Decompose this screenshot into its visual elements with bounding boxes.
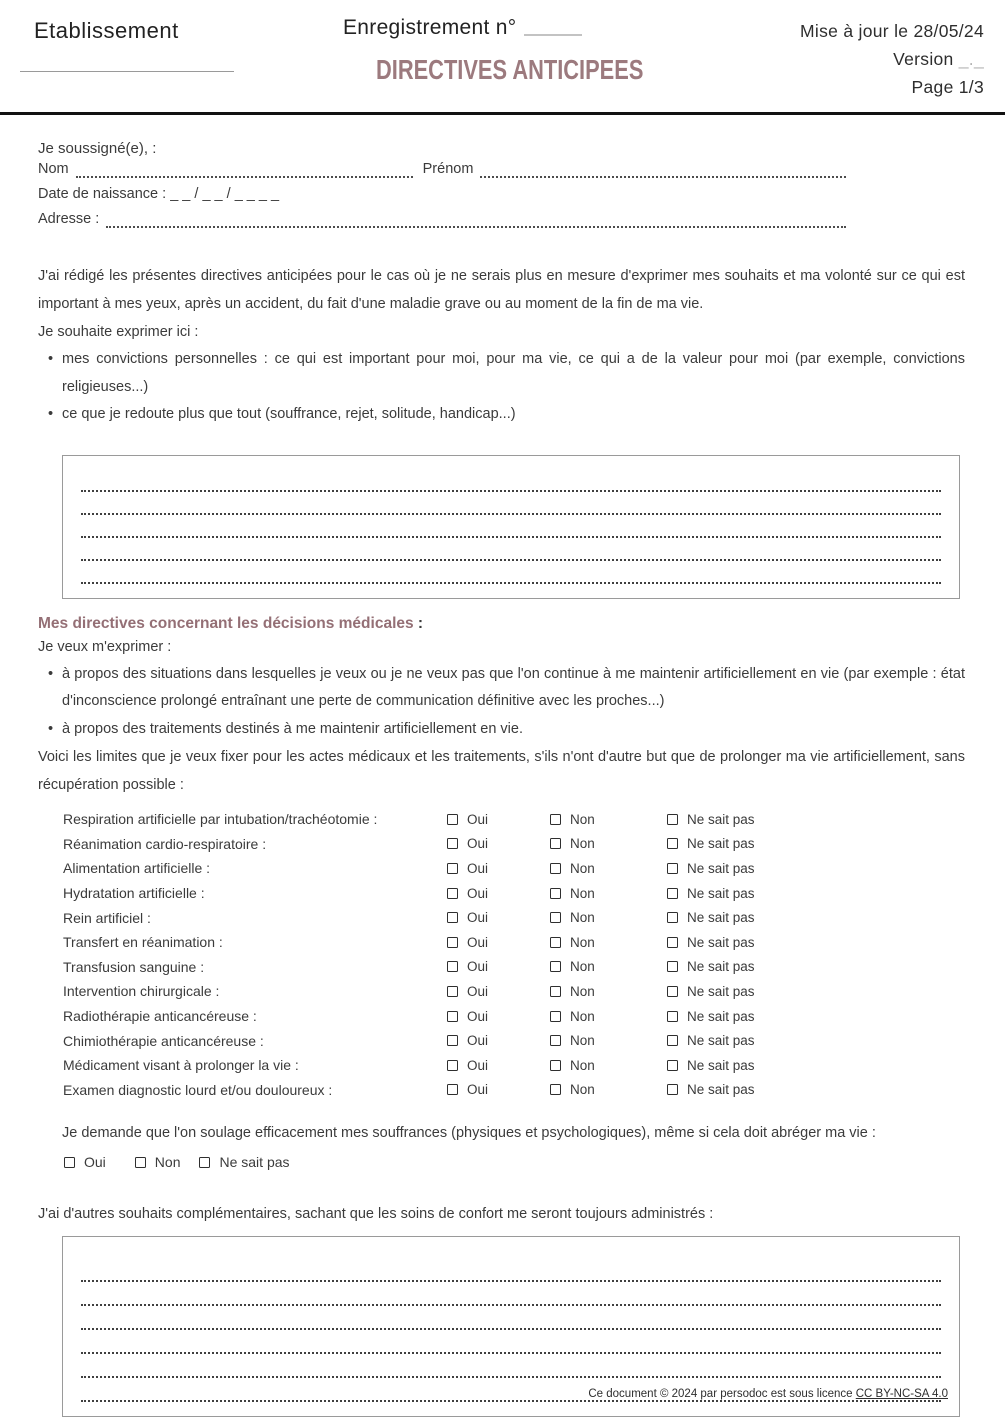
express-line-2: Je veux m'exprimer : [38, 638, 172, 655]
option-non [135, 1154, 181, 1170]
option-non [550, 959, 667, 974]
writing-line [81, 1306, 941, 1330]
option-ne-sait-pas [667, 910, 965, 925]
option-non [550, 861, 667, 876]
registration-label: Enregistrement n° [343, 16, 517, 39]
treatment-row [63, 930, 965, 955]
registration-blank-line[interactable] [524, 34, 582, 36]
treatment-label: Radiothérapie anticancéreuse : [63, 1008, 257, 1025]
option-ne-sait-pas [199, 1154, 289, 1170]
treatment-label: Hydratation artificielle : [63, 885, 205, 902]
treatment-label: Transfert en réanimation : [63, 934, 223, 951]
option-label: Non [570, 811, 595, 827]
writing-line [81, 469, 941, 492]
firstname-input-line[interactable] [480, 176, 846, 178]
checkbox-oui[interactable] [447, 1011, 458, 1022]
checkbox-ne-sait-pas[interactable] [667, 838, 678, 849]
list-item: • ce que je redoute plus que tout (souffrance, rejet, solitude, handicap...) [62, 401, 965, 429]
convictions-writing-area[interactable] [62, 455, 960, 599]
writing-line [81, 1258, 941, 1282]
limits-paragraph: Voici les limites que je veux fixer pour les actes médicaux et les traitements, s'ils n'ont d'autre but que de prolonger ma vie artificiellement, sans récupération possible : [38, 749, 965, 793]
registration-row [343, 16, 643, 40]
address-input-line[interactable] [106, 226, 846, 228]
option-label: Ne sait pas [687, 836, 755, 852]
option-label: Oui [467, 811, 489, 827]
establishment-block [34, 18, 234, 72]
writing-line [81, 1354, 941, 1378]
option-oui [447, 1058, 550, 1073]
option-ne-sait-pas [667, 935, 965, 950]
checkbox-non[interactable] [550, 1084, 561, 1095]
option-label: Oui [467, 934, 489, 950]
writing-line [81, 1330, 941, 1354]
treatment-label: Respiration artificielle par intubation/trachéotomie : [63, 811, 378, 828]
option-label: Non [570, 885, 595, 901]
option-label: Ne sait pas [687, 934, 755, 950]
checkbox-non[interactable] [550, 1011, 561, 1022]
version-value[interactable]: _._ [958, 49, 984, 69]
option-label: Ne sait pas [687, 1082, 755, 1098]
treatment-label: Médicament visant à prolonger la vie : [63, 1057, 299, 1074]
option-label: Oui [84, 1154, 106, 1171]
option-label: Ne sait pas [687, 811, 755, 827]
option-ne-sait-pas [667, 1009, 965, 1024]
option-label: Ne sait pas [687, 860, 755, 876]
option-label: Oui [467, 1008, 489, 1024]
treatment-row [63, 979, 965, 1004]
address-row [38, 207, 848, 232]
medical-directives-heading: Mes directives concernant les décisions médicales : [38, 614, 424, 632]
address-label: Adresse : [38, 211, 100, 227]
checkbox-non[interactable] [550, 814, 561, 825]
option-label: Ne sait pas [687, 1033, 755, 1049]
option-label: Non [570, 1082, 595, 1098]
treatment-label: Alimentation artificielle : [63, 860, 211, 877]
option-label: Oui [467, 1082, 489, 1098]
option-ne-sait-pas [667, 861, 965, 876]
option-label: Oui [467, 860, 489, 876]
name-label: Nom [38, 161, 69, 177]
writing-line [81, 538, 941, 561]
checkbox-ne-sait-pas[interactable] [199, 1157, 210, 1168]
option-ne-sait-pas [667, 1058, 965, 1073]
treatment-row [63, 1078, 965, 1103]
checkbox-non[interactable] [550, 888, 561, 899]
checkbox-oui[interactable] [64, 1157, 75, 1168]
page-header [0, 0, 1005, 112]
checkbox-ne-sait-pas[interactable] [667, 1035, 678, 1046]
option-oui [447, 1009, 550, 1024]
checkbox-non[interactable] [550, 937, 561, 948]
option-label: Oui [467, 1057, 489, 1073]
intro-paragraph: J'ai rédigé les présentes directives anticipées pour le cas où je ne serais plus en mesure d'exprimer mes souhaits et ma volonté sur ce qui est important à mes yeux, après un accident, du fait d'une maladie grave ou au moment de la fin de ma vie. [38, 268, 965, 312]
express-line: Je souhaite exprimer ici : [38, 324, 199, 340]
checkbox-oui[interactable] [447, 1060, 458, 1071]
checkbox-ne-sait-pas[interactable] [667, 986, 678, 997]
page-number: Page 1/3 [911, 77, 984, 97]
option-label: Non [570, 1057, 595, 1073]
option-oui [447, 836, 550, 851]
option-non [550, 935, 667, 950]
treatment-label: Chimiothérapie anticancéreuse : [63, 1032, 264, 1049]
checkbox-oui[interactable] [447, 888, 458, 899]
option-ne-sait-pas [667, 1033, 965, 1048]
option-oui [447, 861, 550, 876]
checkbox-non[interactable] [550, 838, 561, 849]
option-non [550, 1033, 667, 1048]
treatment-row [63, 1028, 965, 1053]
checkbox-oui[interactable] [447, 1035, 458, 1046]
writing-line [81, 1282, 941, 1306]
option-label: Non [570, 836, 595, 852]
checkbox-oui[interactable] [447, 937, 458, 948]
option-label: Oui [467, 959, 489, 975]
license-footer [588, 1388, 948, 1400]
checkbox-ne-sait-pas[interactable] [667, 1060, 678, 1071]
treatment-row [63, 955, 965, 980]
option-non [550, 886, 667, 901]
treatment-label: Intervention chirurgicale : [63, 983, 220, 1000]
treatment-row [63, 856, 965, 881]
name-input-line[interactable] [76, 176, 413, 178]
option-label: Non [570, 934, 595, 950]
option-label: Ne sait pas [687, 1057, 755, 1073]
option-label: Ne sait pas [219, 1154, 290, 1171]
checkbox-ne-sait-pas[interactable] [667, 814, 678, 825]
option-ne-sait-pas [667, 812, 965, 827]
option-ne-sait-pas [667, 1082, 965, 1097]
option-ne-sait-pas [667, 959, 965, 974]
checkbox-oui[interactable] [447, 814, 458, 825]
treatment-label: Examen diagnostic lourd et/ou douloureux : [63, 1081, 333, 1098]
treatment-row [63, 1053, 965, 1078]
option-label: Non [570, 983, 595, 999]
list-item: • à propos des situations dans lesquelles je veux ou je ne veux pas que l'on continue à me maintenir artificiellement en vie (par exemple : état d'inconscience prolongé entraînant une perte de communication définitive avec les proches...) [62, 661, 965, 716]
checkbox-non[interactable] [550, 1060, 561, 1071]
checkbox-oui[interactable] [447, 838, 458, 849]
checkbox-non[interactable] [135, 1157, 146, 1168]
writing-line [81, 515, 941, 538]
option-oui [447, 959, 550, 974]
checkbox-non[interactable] [550, 986, 561, 997]
option-label: Oui [467, 836, 489, 852]
checkbox-non[interactable] [550, 1035, 561, 1046]
option-label: Oui [467, 983, 489, 999]
treatments-table [63, 807, 965, 1102]
option-ne-sait-pas [667, 886, 965, 901]
convictions-list [38, 346, 965, 429]
treatment-row [63, 905, 965, 930]
checkbox-oui[interactable] [447, 986, 458, 997]
option-non [550, 1009, 667, 1024]
treatment-label: Réanimation cardio-respiratoire : [63, 835, 267, 852]
version-label: Version [893, 49, 954, 69]
option-oui [64, 1154, 106, 1170]
option-label: Oui [467, 1033, 489, 1049]
checkbox-non[interactable] [550, 863, 561, 874]
option-label: Oui [467, 910, 489, 926]
option-label: Non [570, 959, 595, 975]
option-label: Non [154, 1154, 181, 1171]
option-non [550, 984, 667, 999]
option-label: Non [570, 860, 595, 876]
list-item: • mes convictions personnelles : ce qui est important pour moi, pour ma vie, ce qui a de la valeur pour moi (par exemple, convictions religieuses...) [62, 346, 965, 401]
writing-line [81, 492, 941, 515]
treatment-label: Rein artificiel : [63, 909, 151, 926]
firstname-label: Prénom [422, 161, 474, 177]
treatment-row [63, 1004, 965, 1029]
name-row [38, 157, 848, 182]
option-label: Ne sait pas [687, 910, 755, 926]
establishment-blank-line[interactable] [20, 71, 234, 72]
option-non [550, 1058, 667, 1073]
option-label: Non [570, 1008, 595, 1024]
pain-relief-options [64, 1154, 965, 1170]
checkbox-ne-sait-pas[interactable] [667, 863, 678, 874]
option-non [550, 812, 667, 827]
birthdate-input-line[interactable]: _ _ / _ _ / _ _ _ _ [170, 186, 280, 202]
directives-list [38, 661, 965, 744]
checkbox-ne-sait-pas[interactable] [667, 937, 678, 948]
treatment-row [63, 807, 965, 832]
birthdate-label: Date de naissance : [38, 186, 167, 202]
treatment-row [63, 881, 965, 906]
checkbox-oui[interactable] [447, 961, 458, 972]
birthdate-row [38, 182, 848, 207]
checkbox-oui[interactable] [447, 912, 458, 923]
option-label: Ne sait pas [687, 959, 755, 975]
option-oui [447, 1082, 550, 1097]
meta-block [800, 17, 984, 101]
option-oui [447, 910, 550, 925]
document-title: DIRECTIVES ANTICIPEES [376, 54, 644, 85]
list-item: • à propos des traitements destinés à me maintenir artificiellement en vie. [62, 716, 965, 744]
pain-relief-statement: Je demande que l'on soulage efficacement mes souffrances (physiques et psychologiques), même si cela doit abréger ma vie : [62, 1125, 876, 1142]
pain-relief-section [38, 1120, 965, 1170]
option-label: Ne sait pas [687, 885, 755, 901]
license-link[interactable]: CC BY-NC-SA 4.0 [855, 1388, 948, 1400]
checkbox-ne-sait-pas[interactable] [667, 912, 678, 923]
option-label: Non [570, 1033, 595, 1049]
title-block [343, 16, 643, 86]
document-body [0, 140, 1005, 1417]
other-wishes-statement: J'ai d'autres souhaits complémentaires, sachant que les soins de confort me seront toujours administrés : [38, 1206, 714, 1223]
option-label: Oui [467, 885, 489, 901]
writing-line [81, 561, 941, 584]
checkbox-non[interactable] [550, 961, 561, 972]
option-ne-sait-pas [667, 836, 965, 851]
option-non [550, 836, 667, 851]
checkbox-ne-sait-pas[interactable] [667, 888, 678, 899]
checkbox-oui[interactable] [447, 1084, 458, 1095]
license-text: Ce document © 2024 par persodoc est sous licence [588, 1388, 856, 1400]
option-label: Ne sait pas [687, 983, 755, 999]
checkbox-ne-sait-pas[interactable] [667, 1011, 678, 1022]
option-label: Non [570, 910, 595, 926]
option-oui [447, 812, 550, 827]
checkbox-non[interactable] [550, 912, 561, 923]
establishment-label: Etablissement [34, 18, 179, 43]
option-ne-sait-pas [667, 984, 965, 999]
option-oui [447, 886, 550, 901]
option-oui [447, 935, 550, 950]
option-oui [447, 984, 550, 999]
signatory-intro: Je soussigné(e), : [38, 140, 157, 157]
checkbox-oui[interactable] [447, 863, 458, 874]
option-oui [447, 1033, 550, 1048]
updated-date: Mise à jour le 28/05/24 [800, 21, 984, 41]
checkbox-ne-sait-pas[interactable] [667, 961, 678, 972]
option-non [550, 910, 667, 925]
option-label: Ne sait pas [687, 1008, 755, 1024]
treatment-label: Transfusion sanguine : [63, 958, 205, 975]
option-non [550, 1082, 667, 1097]
header-divider [0, 112, 1005, 115]
checkbox-ne-sait-pas[interactable] [667, 1084, 678, 1095]
version-row [800, 45, 984, 73]
treatment-row [63, 832, 965, 857]
